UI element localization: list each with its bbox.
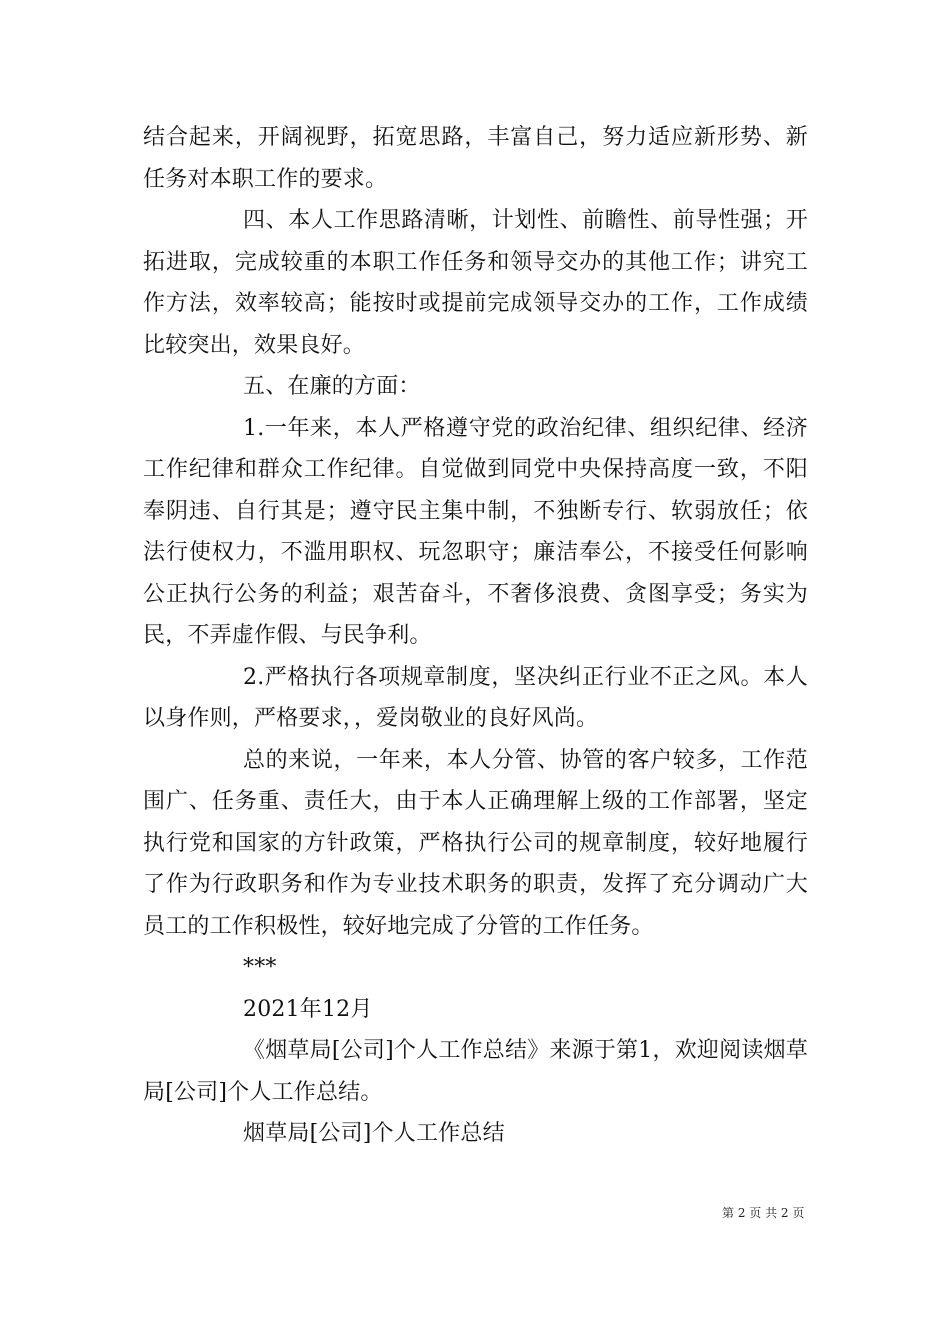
page-number: 第 2 页 共 2 页 [722,1206,805,1220]
document-body [143,117,808,1155]
paragraph: 总的来说，一年来，本人分管、协管的客户较多，工作范围广、任务重、责任大，由于本人正确理解上级的工作部署，坚定执行党和国家的方针政策，严格执行公司的规章制度，较好地履行了作为行政职务和作为专业技术职务的职责，发挥了充分调动广大员工的工作积极性，较好地完成了分管的工作任务。 [143,747,808,939]
paragraph: 四、本人工作思路清晰，计划性、前瞻性、前导性强；开拓进取，完成较重的本职工作任务和领导交办的其他工作；讲究工作方法，效率较高；能按时或提前完成领导交办的工作，工作成绩比较突出，效果良好。 [143,208,808,358]
date-line: 2021年12月 [243,996,373,1022]
source-note: 《烟草局[公司]个人工作总结》来源于第1，欢迎阅读烟草局[公司]个人工作总结。 [143,1038,808,1105]
document-title-line: 烟草局[公司]个人工作总结 [243,1121,505,1146]
section-heading: 五、在廉的方面： [243,374,421,399]
separator-text: *** [243,955,277,980]
paragraph: 结合起来，开阔视野，拓宽思路，丰富自己，努力适应新形势、新任务对本职工作的要求。 [143,125,808,192]
paragraph: 2.严格执行各项规章制度，坚决纠正行业不正之风。本人以身作则，严格要求，，爱岗敬业的良好风尚。 [143,664,808,731]
paragraph: 1.一年来，本人严格遵守党的政治纪律、组织纪律、经济工作纪律和群众工作纪律。自觉做到同党中央保持高度一致，不阳奉阴违、自行其是；遵守民主集中制，不独断专行、软弱放任；依法行使权力，不滥用职权、玩忽职守；廉洁奉公，不接受任何影响公正执行公务的利益；艰苦奋斗，不奢侈浪费、贪图享受；务实为民，不弄虚作假、与民争利。 [143,415,808,648]
